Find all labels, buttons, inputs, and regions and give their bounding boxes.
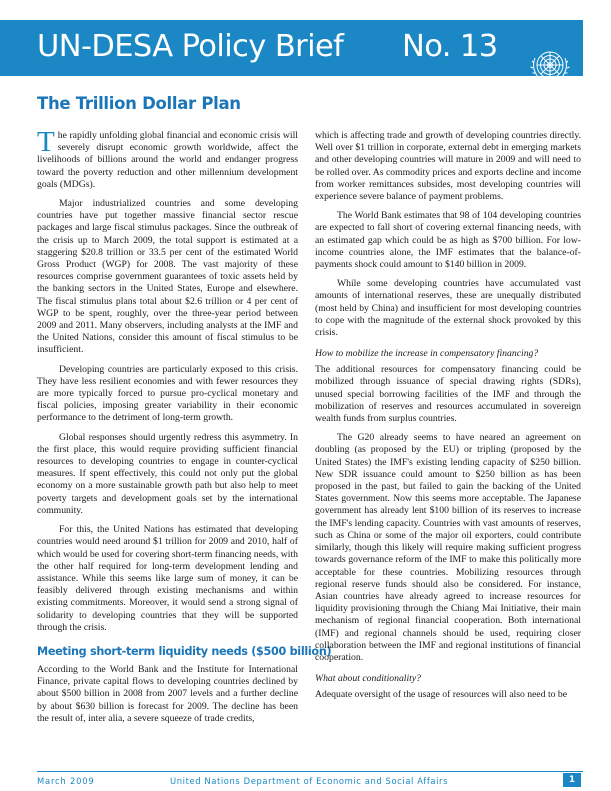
paragraph: The World Bank estimates that 98 of 104 developing countries are expected to fall short of covering external financing needs, with an estimated gap which could be as high as $700 billion. For low-income countries alone, the IMF estimates that the balance-of-payments shock could amount to $140 billion in 2009. xyxy=(315,210,581,271)
drop-cap: T xyxy=(37,126,55,158)
paragraph: While some developing countries have accumulated vast amounts of international reserves, these are unequally distributed (most held by China) and insufficient for most developing countries to cope with the magnitude of the external shock provoked by this crisis. xyxy=(315,278,581,339)
issue-number: No. 13 xyxy=(402,29,498,64)
intro-paragraph xyxy=(37,126,298,191)
page-number: 1 xyxy=(563,773,581,787)
un-emblem-icon xyxy=(527,44,573,90)
paragraph: Major industrialized countries and some developing countries have put together massive financial sector rescue packages and large fiscal stimulus packages. Since the outbreak of the crisis up to March 2009, the total support is estimated at a staggering $20.8 trillion or 33.5 per cent of the estimated World Gross Product (WGP) for 2008. The vast majority of these resources comprise government guarantees of toxic assets held by the banking sectors in the United States, Europe and elsewhere. The fiscal stimulus plans total about $2.6 trillion or 4 per cent of WGP to be spent, roughly, over the three-year period between 2009 and 2011. Many observers, including analysts at the IMF and the United Nations, consider this amount of fiscal stimulus to be insufficient. xyxy=(37,198,298,356)
footer-department: United Nations Department of Economic and Social Affairs xyxy=(170,776,449,786)
paragraph: Adequate oversight of the usage of resources will also need to be xyxy=(315,689,568,701)
brief-series-title: UN-DESA Policy Brief xyxy=(37,29,344,64)
subsection-heading: How to mobilize the increase in compensatory financing? xyxy=(315,348,539,360)
page-title: The Trillion Dollar Plan xyxy=(37,94,241,113)
paragraph: The G20 already seems to have neared an agreement on doubling (as proposed by the EU) or tripling (proposed by the United States) the IMF's existing lending capacity of $250 billion. New SDR issuance could amount to $250 billion as has been proposed in the past, but failed to gain the backing of the United States government. Now this seems more acceptable. The Japanese government has already lent $100 billion of its reserves to increase the IMF's lending capacity. Countries with vast amounts of reserves, such as China or some of the major oil exporters, could contribute similarly, though this likely will require making sufficient progress towards governance reform of the IMF to make this politically more acceptable for these countries. Mobilizing resources through regional reserve funds should also be considered. For instance, Asian countries have already agreed to increase resources for liquidity provisioning through the Chiang Mai Initiative, their main mechanism of regional financial cooperation. Both international (IMF) and regional channels should be used, requiring closer collaboration between the IMF and regional institutions of financial cooperation. xyxy=(315,432,581,663)
footer-divider xyxy=(37,771,583,772)
footer-date: March 2009 xyxy=(37,776,95,786)
header-banner xyxy=(0,20,583,76)
section-heading: Meeting short-term liquidity needs ($500 billion) xyxy=(37,644,332,658)
paragraph: For this, the United Nations has estimated that developing countries would need around $1 trillion for 2009 and 2010, half of which would be used for covering short-term financing needs, with the other half required for long-term development lending and assistance. While this seems like large sum of money, it can be feasibly delivered through existing mechanisms and within existing commitments. Moreover, it would send a strong signal of solidarity to developing countries that they will be supported through the crisis. xyxy=(37,524,298,633)
paragraph: According to the World Bank and the Institute for International Finance, private capital flows to developing countries declined by about $500 billion in 2008 from 2007 levels and a further decline by about $630 billion is forecast for 2009. The decline has been the result of, inter alia, a severe squeeze of trade credits, xyxy=(37,663,298,724)
paragraph: Developing countries are particularly exposed to this crisis. They have less resilient economies and with fewer resources they are more typically forced to pursue pro-cyclical monetary and fiscal policies, imposing greater variability in their economic performance to the detriment of long-term growth. xyxy=(37,363,298,424)
left-column xyxy=(37,126,332,732)
intro-paragraph-text: he rapidly unfolding global financial and economic crisis will severely disrupt economic growth worldwide, affect the livelihoods of billions around the world and endanger progress toward the poverty reduction and other millennium development goals (MDGs). xyxy=(37,130,298,190)
paragraph: Global responses should urgently redress this asymmetry. In the first place, this would require providing sufficient financial resources to developing countries to engage in counter-cyclical measures. If spent effectively, this could not only put the global economy on a more sustainable growth path but also help to meet poverty targets and development goals set by the international community. xyxy=(37,431,298,516)
subsection-heading: What about conditionality? xyxy=(315,673,422,685)
paragraph: which is affecting trade and growth of developing countries directly. Well over $1 trillion in corporate, external debt in emerging markets and other developing countries will mature in 2009 and will need to be rolled over. As commodity prices and exports decline and income from worker remittances subsides, most developing countries will experience severe balance of payment problems. xyxy=(315,130,581,203)
paragraph: The additional resources for compensatory financing could be mobilized through issuance of special drawing rights (SDRs), unused special borrowing facilities of the IMF and through the mobilization of reserves and resources accumulated in sovereign wealth funds from surplus countries. xyxy=(315,364,581,425)
right-column xyxy=(315,130,581,708)
